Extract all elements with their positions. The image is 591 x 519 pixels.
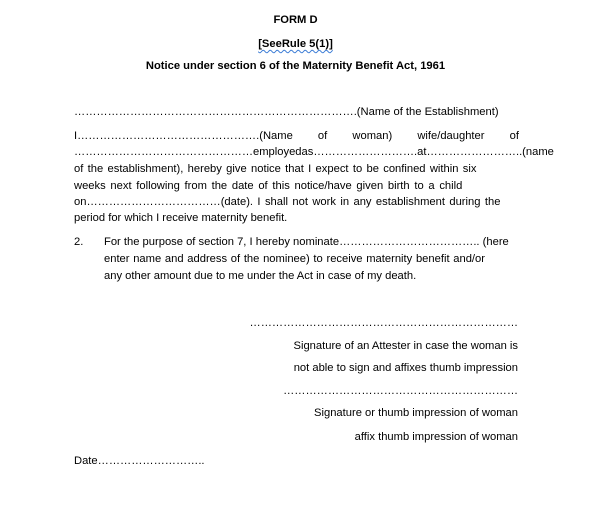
word-woman: woman) xyxy=(352,130,393,142)
woman-signature-blank: ……………………………………………………… xyxy=(283,385,518,397)
para1-line6: on………………………………(date). I shall not work in any establishment during the xyxy=(74,196,501,208)
word-of-1: of xyxy=(317,130,328,142)
date-field: Date……………………….. xyxy=(74,455,205,467)
para2-line2: enter name and address of the nominee) to receive maternity benefit and/or xyxy=(104,253,485,265)
woman-caption-line2: affix thumb impression of woman xyxy=(354,431,518,443)
attester-caption-line1: Signature of an Attester in case the woman is xyxy=(293,340,518,352)
designation-blank: as……………………….at……………………..(name xyxy=(301,146,554,158)
para2-line3: any other amount due to me under the Act in case of my death. xyxy=(104,270,417,282)
applicant-name-line xyxy=(74,129,519,143)
employment-line xyxy=(74,145,554,159)
word-of-2: of xyxy=(509,130,519,142)
establishment-name-line: ………………………………………………………………….(Name of the Establishment) xyxy=(74,106,499,118)
para2-line1: For the purpose of section 7, I hereby nominate……………………………….. (here xyxy=(104,236,509,248)
applicant-name-blank: I………………………………………….(Name xyxy=(74,130,293,142)
rule-reference xyxy=(0,38,591,50)
para1-line7: period for which I receive maternity benefit. xyxy=(74,212,288,224)
form-subtitle: Notice under section 6 of the Maternity Benefit Act, 1961 xyxy=(145,60,446,72)
para1-line5: weeks next following from the date of this notice/have given birth to a child xyxy=(74,180,463,192)
attester-caption-line2: not able to sign and affixes thumb impression xyxy=(293,362,518,374)
para1-line4: of the establishment), hereby give notice that I expect to be confined within six xyxy=(74,163,477,175)
word-wife-daughter: wife/daughter xyxy=(417,130,485,142)
attester-signature-blank: ……………………………………………………………… xyxy=(249,317,518,329)
rule-reference-text: [SeeRule 5(1)] xyxy=(258,38,333,50)
employed-blank: …………………………………………employed xyxy=(74,146,302,158)
form-title: FORM D xyxy=(273,14,318,26)
woman-caption-line1: Signature or thumb impression of woman xyxy=(314,407,518,419)
para2-number: 2. xyxy=(74,236,84,248)
